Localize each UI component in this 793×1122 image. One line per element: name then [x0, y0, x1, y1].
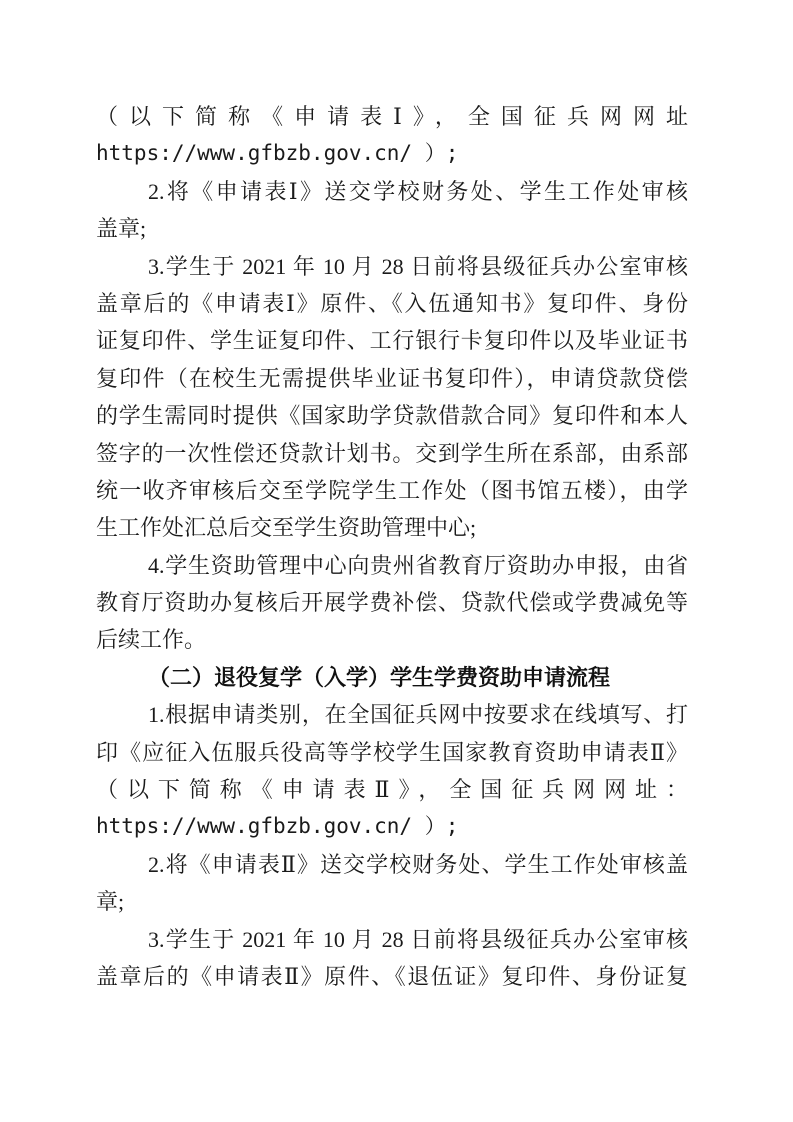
text-line: 2.将《申请表Ⅱ》送交学校财务处、学生工作处审核盖: [148, 851, 688, 877]
text-line: 盖章后的《申请表Ⅰ》原件、《入伍通知书》复印件、身份: [96, 290, 688, 316]
text-line: 1.根据申请类别，在全国征兵网中按要求在线填写、打: [148, 702, 688, 728]
text-line: 复印件（在校生无需提供毕业证书复印件），申请贷款贷偿: [96, 365, 688, 391]
document-body: [96, 98, 688, 995]
section-heading: （二）退役复学（入学）学生学费资助申请流程: [148, 664, 611, 690]
url-line: https://www.gfbzb.gov.cn/ ）;: [96, 814, 459, 839]
text-line: 证复印件、学生证复印件、工行银行卡复印件以及毕业证书: [96, 328, 688, 354]
text-line: 教育厅资助办复核后开展学费补偿、贷款代偿或学费减免等: [96, 590, 688, 616]
text-line: 2.将《申请表Ⅰ》送交学校财务处、学生工作处审核: [148, 178, 688, 204]
text-line: 3.学生于 2021 年 10 月 28 日前将县级征兵办公室审核: [148, 926, 688, 952]
text-line: 印《应征入伍服兵役高等学校学生国家教育资助申请表Ⅱ》: [96, 739, 688, 765]
url-line: https://www.gfbzb.gov.cn/ ）;: [96, 141, 459, 166]
text-line: 的学生需同时提供《国家助学贷款借款合同》复印件和本人: [96, 403, 688, 429]
text-line: 生工作处汇总后交至学生资助管理中心;: [96, 515, 477, 541]
text-line: （以下简称《申请表Ⅱ》，全国征兵网网址：: [96, 777, 688, 803]
text-line: （以下简称《申请表Ⅰ》，全国征兵网网址: [96, 104, 688, 129]
text-line: 3.学生于 2021 年 10 月 28 日前将县级征兵办公室审核: [148, 253, 688, 279]
text-line: 盖章;: [96, 216, 147, 242]
text-line: 章;: [96, 889, 125, 915]
text-line: 4.学生资助管理中心向贵州省教育厅资助办申报，由省: [148, 552, 688, 578]
text-line: 盖章后的《申请表Ⅱ》原件、《退伍证》复印件、身份证复: [96, 963, 688, 989]
text-line: 签字的一次性偿还贷款计划书。交到学生所在系部，由系部: [96, 440, 688, 466]
text-line: 后续工作。: [96, 627, 207, 653]
text-line: 统一收齐审核后交至学院学生工作处（图书馆五楼），由学: [96, 477, 688, 503]
